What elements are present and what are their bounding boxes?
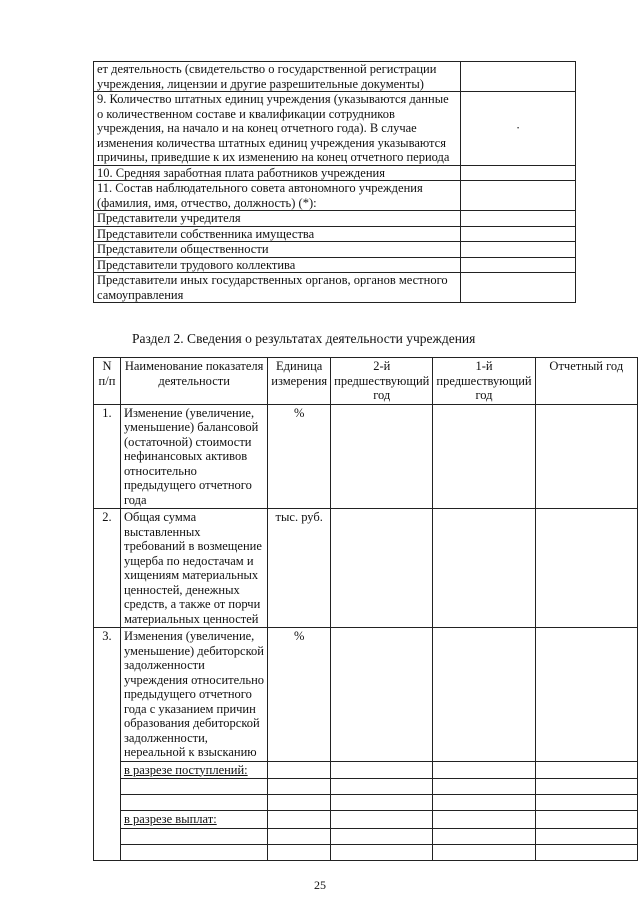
page-number: 25 (314, 878, 326, 892)
row-value (461, 165, 576, 181)
row-num: 3. (94, 628, 121, 861)
cell-unit (268, 761, 331, 779)
blank-cell (535, 779, 637, 795)
row-num: 2. (94, 509, 121, 628)
table-row (94, 165, 576, 181)
blank-cell (535, 844, 637, 860)
row-name: Общая сумма выставленных требований в возмещение ущерба по недостачам и хищениям материальных ценностей, денежных средств, а также от порчи материальных ценностей (120, 509, 267, 628)
results-table (93, 357, 638, 861)
row-num: 1. (94, 404, 121, 509)
sub-payments-label: в разрезе выплат: (120, 811, 267, 829)
blank-cell (433, 779, 535, 795)
cell-year-1 (433, 761, 535, 779)
table-header-row (94, 358, 638, 405)
blank-cell (331, 795, 433, 811)
header-current-year: Отчетный год (535, 358, 637, 405)
table-row (94, 273, 576, 303)
row-name: Изменения (увеличение, уменьшение) дебиторской задолженности учреждения относительно предыдущего отчетного года с указанием причин образования дебиторской задолженности, нереальной к взысканию (120, 628, 267, 762)
row-value (461, 257, 576, 273)
blank-cell (268, 828, 331, 844)
table-row (94, 92, 576, 166)
table-row (94, 811, 638, 829)
blank-cell (433, 828, 535, 844)
row-unit: % (268, 628, 331, 762)
table-row (94, 761, 638, 779)
blank-cell (331, 828, 433, 844)
blank-cell (120, 795, 267, 811)
row-label: Представители иных государственных органов, органов местного самоуправления (94, 273, 461, 303)
blank-row (94, 828, 638, 844)
section-heading: Раздел 2. Сведения о результатах деятельности учреждения (132, 331, 476, 346)
row-label: Представители учредителя (94, 211, 461, 227)
header-name: Наименование показателя деятельности (120, 358, 267, 405)
table-row (94, 509, 638, 628)
blank-cell (268, 779, 331, 795)
row-label: 10. Средняя заработная плата работников учреждения (94, 165, 461, 181)
row-value (461, 226, 576, 242)
cell-year-2 (331, 509, 433, 628)
row-label: 9. Количество штатных единиц учреждения (указываются данные о количественном составе и квалификации сотрудников учреждения, на начало и на конец отчетного года). В случае изменения количества штатных единиц учреждения указываются причины, приведшие к их изменению на конец отчетного периода (94, 92, 461, 166)
cell-year-2 (331, 811, 433, 829)
row-value: · (461, 92, 576, 166)
row-label: Представители общественности (94, 242, 461, 258)
cell-current-year (535, 811, 637, 829)
table-row (94, 242, 576, 258)
row-value (461, 211, 576, 227)
table-row (94, 628, 638, 762)
sub-receipts-label: в разрезе поступлений: (120, 761, 267, 779)
table-row (94, 257, 576, 273)
blank-row (94, 779, 638, 795)
header-num: N п/п (94, 358, 121, 405)
cell-year-2 (331, 761, 433, 779)
row-value (461, 273, 576, 303)
cell-year-1 (433, 509, 535, 628)
row-value (461, 62, 576, 92)
row-value (461, 181, 576, 211)
cell-year-1 (433, 628, 535, 762)
row-name: Изменение (увеличение, уменьшение) балансовой (остаточной) стоимости нефинансовых активов относительно предыдущего отчетного года (120, 404, 267, 509)
row-value (461, 242, 576, 258)
blank-cell (535, 795, 637, 811)
cell-year-2 (331, 628, 433, 762)
blank-cell (268, 795, 331, 811)
blank-cell (433, 795, 535, 811)
table-row (94, 211, 576, 227)
row-unit: % (268, 404, 331, 509)
cell-year-2 (331, 404, 433, 509)
row-label: ет деятельность (свидетельство о государственной регистрации учреждения, лицензии и другие разрешительные документы) (94, 62, 461, 92)
blank-cell (331, 779, 433, 795)
row-unit: тыс. руб. (268, 509, 331, 628)
table-row (94, 181, 576, 211)
row-label: Представители трудового коллектива (94, 257, 461, 273)
blank-cell (120, 779, 267, 795)
cell-year-1 (433, 811, 535, 829)
blank-cell (535, 828, 637, 844)
blank-cell (268, 844, 331, 860)
header-unit: Единица измерения (268, 358, 331, 405)
blank-cell (120, 844, 267, 860)
blank-row (94, 844, 638, 860)
table-row (94, 404, 638, 509)
cell-year-1 (433, 404, 535, 509)
row-label: 11. Состав наблюдательного совета автономного учреждения (фамилия, имя, отчество, должность) (*): (94, 181, 461, 211)
table-row (94, 62, 576, 92)
info-table (93, 61, 576, 303)
cell-unit (268, 811, 331, 829)
row-label: Представители собственника имущества (94, 226, 461, 242)
cell-current-year (535, 628, 637, 762)
blank-row (94, 795, 638, 811)
header-year-2: 2-й предшествующий год (331, 358, 433, 405)
cell-current-year (535, 761, 637, 779)
blank-cell (331, 844, 433, 860)
table-row (94, 226, 576, 242)
cell-current-year (535, 509, 637, 628)
blank-cell (433, 844, 535, 860)
header-year-1: 1-й предшествующий год (433, 358, 535, 405)
cell-current-year (535, 404, 637, 509)
blank-cell (120, 828, 267, 844)
